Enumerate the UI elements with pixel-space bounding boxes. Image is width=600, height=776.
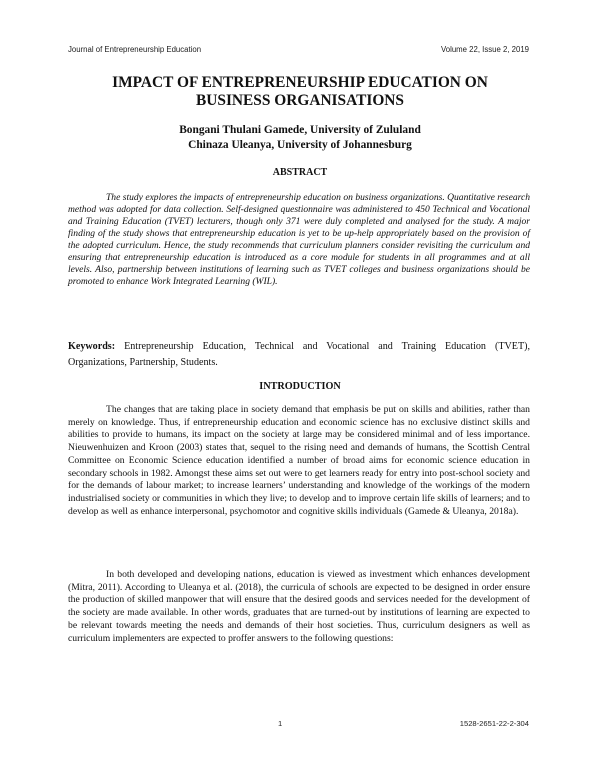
author-2: Chinaza Uleanya, University of Johannesburg: [188, 139, 412, 151]
author-list: [60, 123, 540, 153]
keywords-text: Entrepreneurship Education, Technical and Vocational and Training Education (TVET), Organizations, Partnership, Students.: [68, 341, 530, 368]
title-line-2: BUSINESS ORGANISATIONS: [196, 92, 404, 109]
abstract-heading: ABSTRACT: [272, 167, 328, 178]
page-number: 1: [278, 719, 283, 728]
introduction-heading: INTRODUCTION: [259, 381, 341, 392]
running-header: [68, 45, 529, 54]
document-code: 1528-2651-22-2-304: [459, 719, 529, 728]
body-paragraph: The changes that are taking place in society demand that emphasis be put on skills and abilities, rather than merely on knowledge. Thus, if entrepreneurship education and economic science has no exclusive distinct skills and abilities to provide to humans, its impact on the society at large may be considered minimal and of less importance. Nieuwenhuizen and Kroon (2003) states that, sequel to the rising need and demands of humans, the Scottish Central Committee on Economic Science education identified a number of broad aims for economic science education in secondary schools in 1982. Amongst these aims set out were to get learners ready for entry into post-school society and for the demands of labour market; to increase learners’ understanding and knowledge of the workings of the modern industrialised society or communities in which they live; to develop and to improve certain life skills of learners; and to develop as well as enhance interpersonal, psychomotor and cognitive skills individuals (Gamede & Uleanya, 2018a).: [68, 404, 530, 517]
paper-title: [60, 74, 540, 110]
title-line-1: IMPACT OF ENTREPRENEURSHIP EDUCATION ON: [112, 74, 488, 91]
author-1: Bongani Thulani Gamede, University of Zululand: [179, 124, 421, 136]
volume-issue: Volume 22, Issue 2, 2019: [441, 45, 529, 54]
abstract-text: The study explores the impacts of entrepreneurship education on business organizations. Quantitative research method was adopted for data collection. Self-designed questionnaire was administered to 450 Technical and Vocational and Training Education (TVET) lecturers, though only 371 were duly completed and analysed for the study. A major finding of the study shows that entrepreneurship education is yet to be up-help appropriately based on the provision of the adopted curriculum. Hence, the study recommends that curriculum planners consider revisiting the curriculum and ensuring that entrepreneurship education is introduced as a core module for students in all programmes and at all levels. Also, partnership between institutions of learning such as TVET colleges and business organizations should be promoted to enhance Work Integrated Learning (WIL).: [68, 192, 530, 288]
keywords-label: Keywords:: [68, 341, 116, 352]
keywords: [68, 339, 530, 370]
journal-name: Journal of Entrepreneurship Education: [68, 45, 202, 54]
body-paragraph: In both developed and developing nations, education is viewed as investment which enhances development (Mitra, 2011). According to Uleanya et al. (2018), the curricula of schools are expected to be designed in order ensure the production of skilled manpower that will ensure that the desired goods and services needed for the development of the society are made available. In other words, graduates that are turned-out by institutions of learning are expected to be relevant towards meeting the needs and demands of their host societies. Thus, curriculum designers as well as curriculum implementers are expected to proffer answers to the following questions:: [68, 569, 530, 644]
